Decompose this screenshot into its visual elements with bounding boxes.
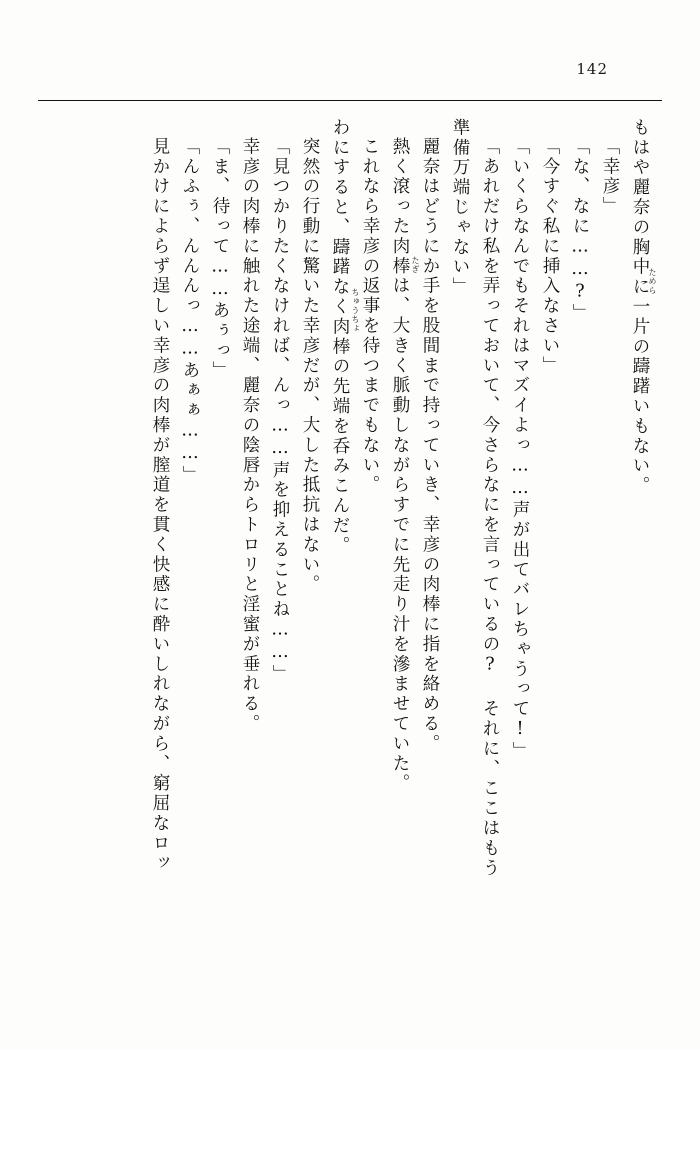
ruby-annotation: たぎ xyxy=(411,256,420,274)
text-line: 幸彦の肉棒に触れた途端、麗奈の陰唇からトロリと淫蜜が垂れる。 xyxy=(240,137,260,734)
text-line: これなら幸彦の返事を待つまでもない。 xyxy=(360,137,380,496)
text-line: 「今すぐ私に挿入なさい」 xyxy=(540,137,560,376)
line-text: 熱く滾った肉棒は、大きく脈動しながらすでに先走り汁を滲ませていた。 xyxy=(390,137,410,794)
text-line-with-ruby xyxy=(318,118,360,998)
text-line: 見かけによらず逞しい幸彦の肉棒が膣道を貫く快感に酔いしれながら、窮屈なロッ xyxy=(150,137,170,874)
ruby-annotation: ちゅうちょ xyxy=(351,288,360,333)
text-line: 「幸彦」 xyxy=(600,137,620,217)
line-text: わにすると、躊躇なく肉棒の先端を呑みこんだ。 xyxy=(330,118,350,556)
text-line: 「見つかりたくなければ、んっ……声を抑えることね……」 xyxy=(270,137,290,685)
text-line: 「な、なに……?」 xyxy=(570,137,590,324)
text-line: 「いくらなんでもそれはマズイよっ……声が出てバレちゃうって!」 xyxy=(510,137,530,762)
text-line: 「んふぅ、んんんっ……あぁぁ……」 xyxy=(180,137,200,486)
text-line: 「あれだけ私を弄っておいて、今さらなにを言っているの? それに、ここはもう xyxy=(480,137,500,879)
text-line: 準備万端じゃない」 xyxy=(450,118,470,298)
page-number: 142 xyxy=(576,60,608,78)
page-body xyxy=(46,118,648,998)
ruby-annotation: ためら xyxy=(648,268,657,295)
header-rule xyxy=(38,100,662,101)
text-line: 「ま、待って……あぅっ」 xyxy=(210,137,230,381)
text-line: 麗奈はどうにか手を股間まで持っていき、幸彦の肉棒に指を絡める。 xyxy=(420,137,440,754)
text-line-with-ruby xyxy=(378,118,420,1017)
text-line: 突然の行動に驚いた幸彦だが、大した抵抗はない。 xyxy=(300,137,320,595)
text-line: もはや麗奈の胸中に一片の躊躇いもない。 xyxy=(630,118,650,497)
